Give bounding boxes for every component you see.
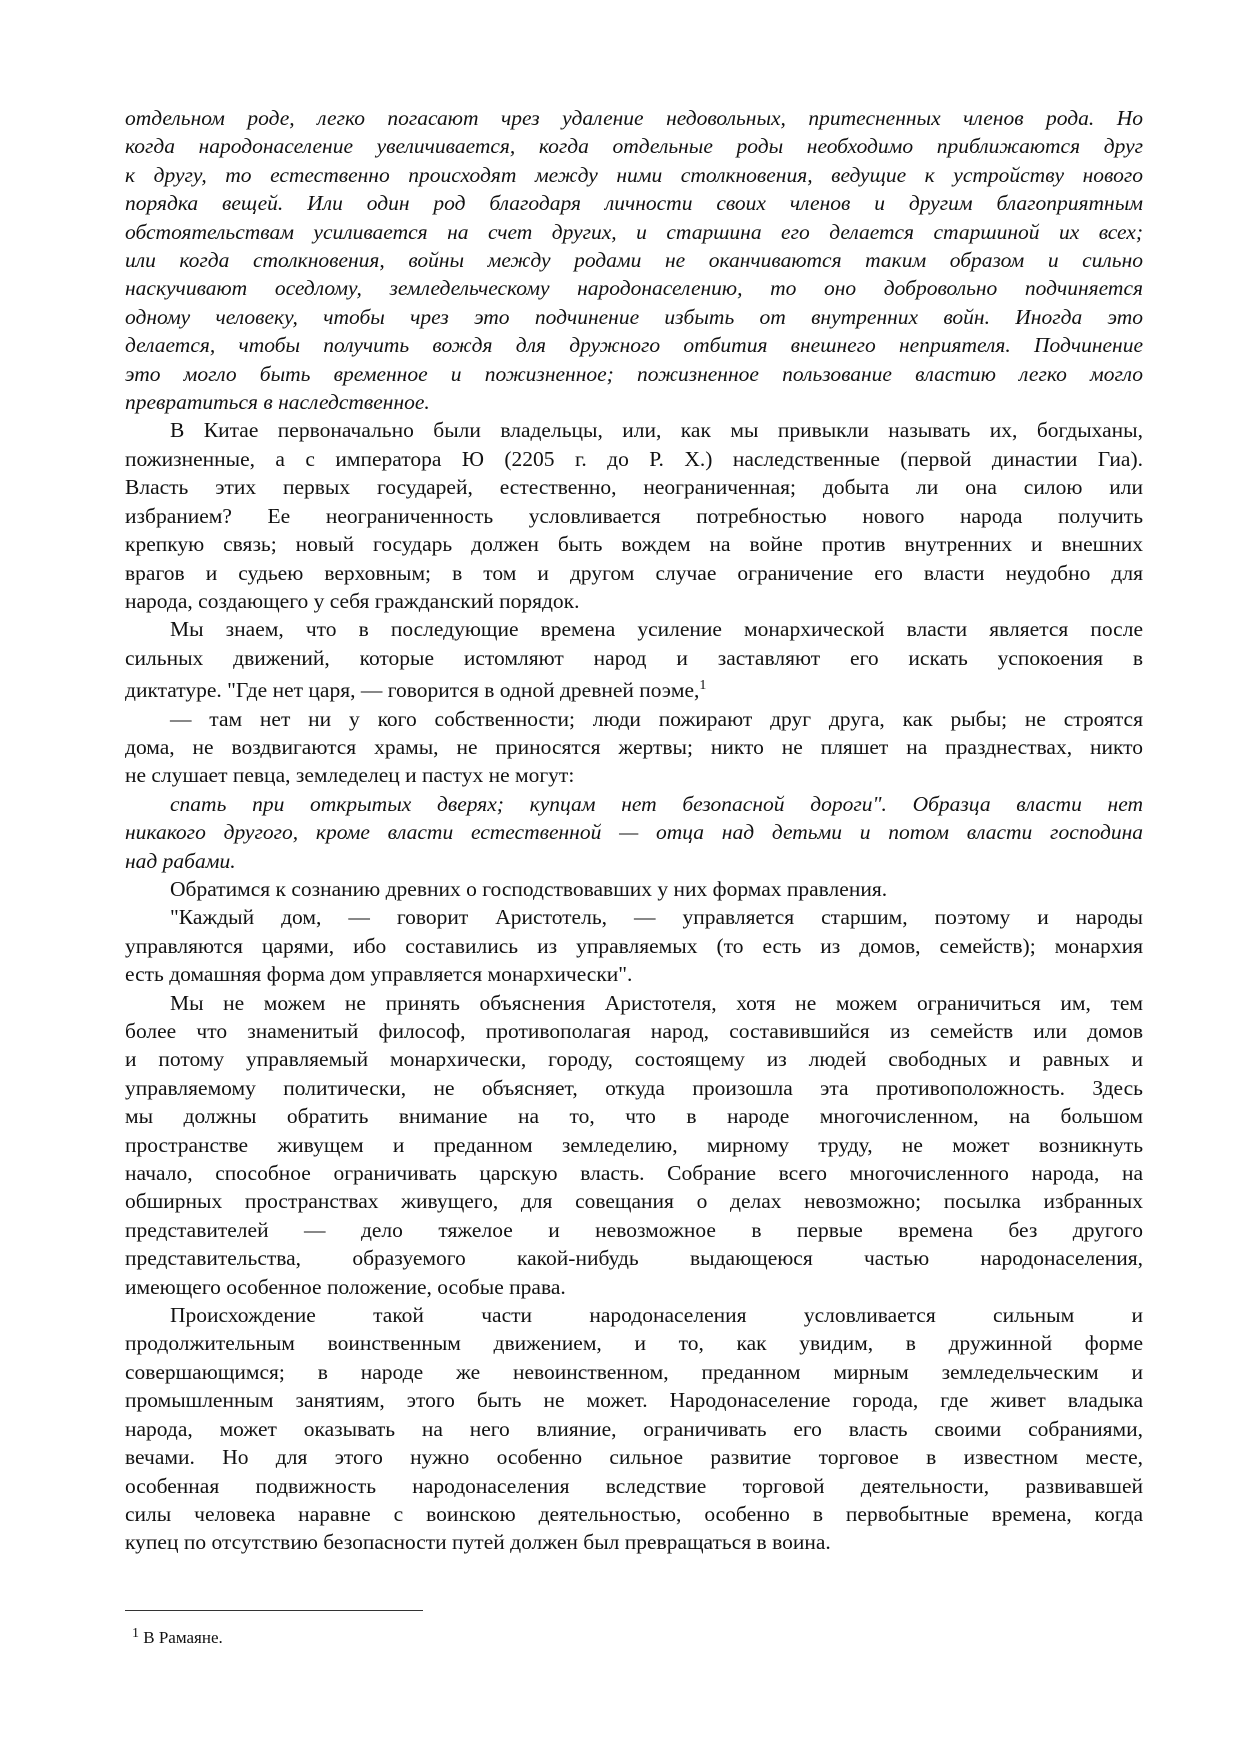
- text-line: Происхождение такой части народонаселения условливается сильным и: [170, 1303, 1143, 1328]
- text-line: имеющего особенное положение, особые права.: [125, 1274, 566, 1299]
- text-line: промышленным занятиям, этого быть не может. Народонаселение города, где живет владыка: [125, 1388, 1143, 1413]
- text-line: обстоятельствам усиливается на счет других, и старшина его делается старшиной их всех;: [125, 219, 1143, 244]
- text-line: совершающимся; в народе же невоинственном, преданном мирным земледельческим и: [125, 1359, 1143, 1384]
- text-line: пожизненные, а с императора Ю (2205 г. до Р. Х.) наследственные (первой династии Гиа).: [125, 446, 1143, 471]
- text-line: — там нет ни у кого собственности; люди пожирают друг друга, как рыбы; не строятся: [170, 706, 1143, 731]
- text-line: продолжительным воинственным движением, и то, как увидим, в дружинной форме: [125, 1331, 1143, 1356]
- text-line: или когда столкновения, войны между родами не оканчиваются таким образом и сильно: [125, 248, 1143, 273]
- text-line: "Каждый дом, — говорит Аристотель, — управляется старшим, поэтому и народы: [170, 905, 1143, 930]
- document-body: [125, 104, 1143, 1557]
- text-line: представителей — дело тяжелое и невозможное в первые времена без другого: [125, 1217, 1143, 1242]
- text-line: одному человеку, чтобы чрез это подчинение избыть от внутренних войн. Иногда это: [125, 304, 1143, 329]
- text-line: к другу, то естественно происходят между ними столкновения, ведущие к устройству нового: [125, 162, 1143, 187]
- text-line: дома, не воздвигаются храмы, не приносятся жертвы; никто не пляшет на празднествах, никто: [125, 734, 1143, 759]
- paragraph: [125, 875, 1143, 903]
- text-line: не слушает певца, земледелец и пастух не могут:: [125, 763, 575, 788]
- text-line: Мы знаем, что в последующие времена усиление монархической власти является после: [170, 617, 1143, 642]
- text-line: Мы не можем не принять объяснения Аристотеля, хотя не можем ограничиться им, тем: [170, 990, 1143, 1015]
- text-line: управляются царями, ибо составились из управляемых (то есть из домов, семейств); монархия: [125, 933, 1143, 958]
- text-line: спать при открытых дверях; купцам нет безопасной дороги". Образца власти нет: [170, 791, 1143, 816]
- paragraph: [125, 1301, 1143, 1557]
- text-line: обширных пространствах живущего, для совещания о делах невозможно; посылка избранных: [125, 1189, 1143, 1214]
- text-line: пространстве живущем и преданном земледелию, мирному труду, не может возникнуть: [125, 1132, 1143, 1157]
- paragraph: [125, 104, 1143, 416]
- footnote-text: В Рамаяне.: [143, 1628, 223, 1647]
- paragraph: [125, 705, 1143, 790]
- paragraph: [125, 416, 1143, 615]
- footnote-number: 1: [132, 1626, 139, 1641]
- paragraph: [125, 615, 1143, 704]
- text-line: врагов и судьею верховным; в том и другом случае ограничение его власти неудобно для: [125, 560, 1143, 585]
- text-line: управляемому политически, не объясняет, откуда произошла эта противоположность. Здесь: [125, 1075, 1143, 1100]
- text-line: диктатуре. "Где нет царя, — говорится в одной древней поэме,$^1$: [125, 678, 707, 703]
- footnote-separator: [125, 1610, 423, 1611]
- text-line: В Китае первоначально были владельцы, или, как мы привыкли называть их, богдыханы,: [170, 418, 1143, 443]
- text-line: сильных движений, которые истомляют народ и заставляют его искать успокоения в: [125, 645, 1143, 670]
- text-line: вечами. Но для этого нужно особенно сильное развитие торговое в известном месте,: [125, 1445, 1143, 1470]
- text-line: мы должны обратить внимание на то, что в народе многочисленном, на большом: [125, 1104, 1143, 1129]
- text-line: народа, создающего у себя гражданский порядок.: [125, 588, 580, 613]
- text-line: народа, может оказывать на него влияние, ограничивать его власть своими собраниями,: [125, 1416, 1143, 1441]
- paragraph: [125, 790, 1143, 875]
- text-line: силы человека наравне с воинскою деятельностью, особенно в первобытные времена, когда: [125, 1501, 1143, 1526]
- text-line: представительства, образуемого какой-нибудь выдающеюся частью народонаселения,: [125, 1246, 1143, 1271]
- text-line: и потому управляемый монархически, городу, состоящему из людей свободных и равных и: [125, 1047, 1143, 1072]
- text-line: никакого другого, кроме власти естественной — отца над детьми и потом власти господина: [125, 820, 1143, 845]
- text-line: превратиться в наследственное.: [125, 390, 430, 415]
- text-line: над рабами.: [125, 848, 236, 873]
- text-line: наскучивают оседлому, земледельческому народонаселению, то оно добровольно подчиняется: [125, 276, 1143, 301]
- text-line: особенная подвижность народонаселения вследствие торговой деятельности, развивавшей: [125, 1473, 1143, 1498]
- text-line: Обратимся к сознанию древних о господствовавших у них формах правления.: [170, 876, 888, 901]
- footnote: [132, 1628, 223, 1648]
- text-line: начало, способное ограничивать царскую власть. Собрание всего многочисленного народа, на: [125, 1161, 1143, 1186]
- text-line: порядка вещей. Или один род благодаря личности своих членов и другим благоприятным: [125, 191, 1143, 216]
- text-line: когда народонаселение увеличивается, когда отдельные роды необходимо приближаются друг: [125, 134, 1143, 159]
- text-line: есть домашняя форма дом управляется монархически".: [125, 962, 633, 987]
- text-line: купец по отсутствию безопасности путей должен был превращаться в воина.: [125, 1530, 831, 1555]
- paragraph: [125, 989, 1143, 1301]
- footnote-reference[interactable]: 1: [699, 678, 707, 694]
- text-line: отдельном роде, легко погасают чрез удаление недовольных, притесненных членов рода. Но: [125, 106, 1143, 130]
- text-line: избранием? Ее неограниченность условливается потребностью нового народа получить: [125, 503, 1143, 528]
- paragraph: [125, 903, 1143, 988]
- text-line: это могло быть временное и пожизненное; пожизненное пользование властию легко могло: [125, 361, 1143, 386]
- text-line: Власть этих первых государей, естественно, неограниченная; добыта ли она силою или: [125, 475, 1143, 500]
- text-line: делается, чтобы получить вождя для дружного отбития внешнего неприятеля. Подчинение: [125, 333, 1143, 358]
- text-line: более что знаменитый философ, противополагая народ, составившийся из семейств или домов: [125, 1019, 1143, 1043]
- text-line: крепкую связь; новый государь должен быть вождем на войне против внутренних и внешних: [125, 532, 1143, 557]
